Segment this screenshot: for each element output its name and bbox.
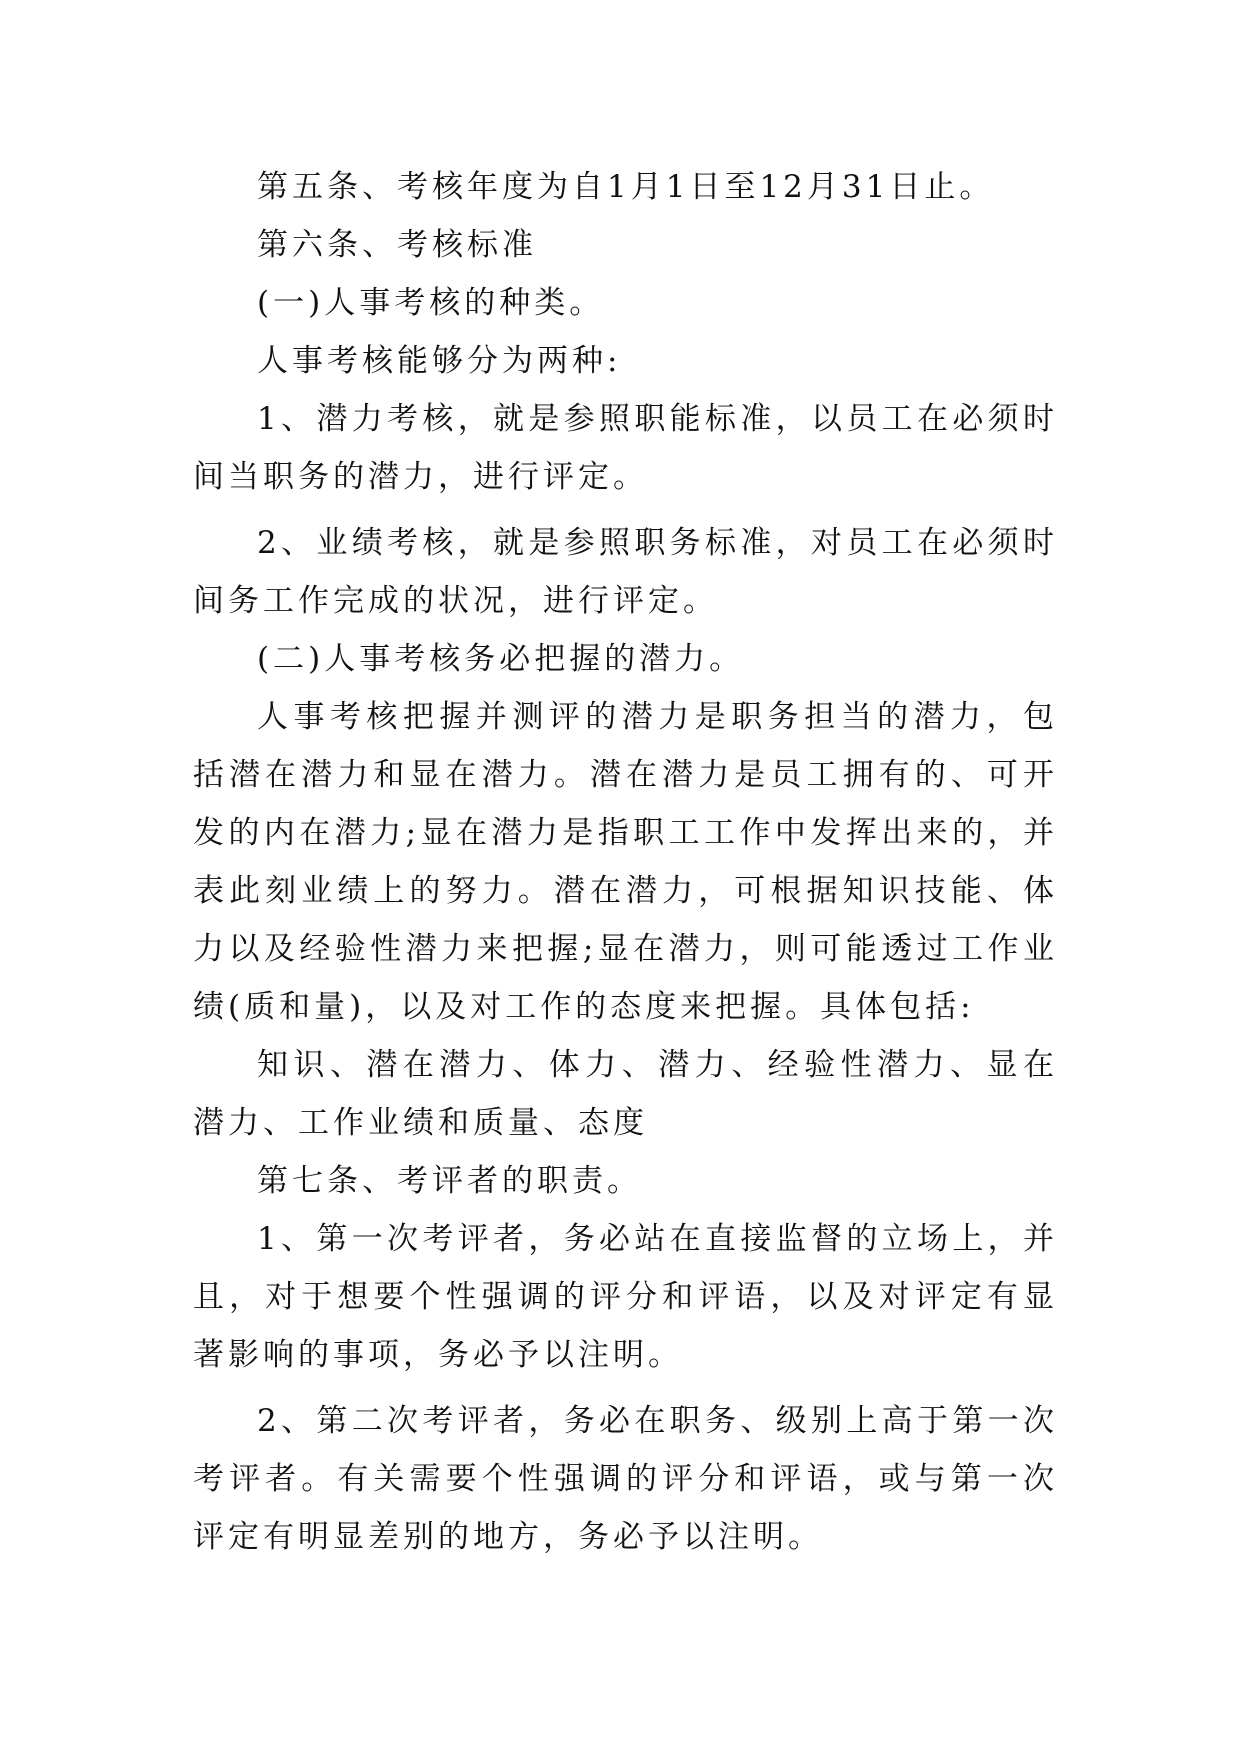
paragraph-potential-assessment: 1、潜力考核，就是参照职能标准，以员工在必须时间当职务的潜力，进行评定。 xyxy=(193,401,1058,495)
paragraph-first-evaluator: 1、第一次考评者，务必站在直接监督的立场上，并且，对于想要个性强调的评分和评语，以及对评定有显著影响的事项，务必予以注明。 xyxy=(193,1221,1058,1373)
paragraph-assessment-items: 知识、潜在潜力、体力、潜力、经验性潜力、显在潜力、工作业绩和质量、态度 xyxy=(193,1047,1058,1141)
paragraph-section-1-title: (一)人事考核的种类。 xyxy=(257,285,605,321)
document-body xyxy=(193,158,1058,1566)
paragraph-two-kinds: 人事考核能够分为两种: xyxy=(257,343,622,379)
paragraph-section-2-title: (二)人事考核务必把握的潜力。 xyxy=(257,641,745,677)
paragraph-article-5: 第五条、考核年度为自1月1日至12月31日止。 xyxy=(257,169,995,205)
paragraph-second-evaluator: 2、第二次考评者，务必在职务、级别上高于第一次考评者。有关需要个性强调的评分和评语，或与第一次评定有明显差别的地方，务必予以注明。 xyxy=(193,1403,1058,1555)
paragraph-article-7-title: 第七条、考评者的职责。 xyxy=(257,1163,642,1199)
paragraph-potential-details: 人事考核把握并测评的潜力是职务担当的潜力，包括潜在潜力和显在潜力。潜在潜力是员工拥有的、可开发的内在潜力;显在潜力是指职工工作中发挥出来的，并表此刻业绩上的努力。潜在潜力，可根据知识技能、体力以及经验性潜力来把握;显在潜力，则可能透过工作业绩(质和量)，以及对工作的态度来把握。具体包括: xyxy=(193,699,1058,1025)
paragraph-article-6-title: 第六条、考核标准 xyxy=(257,227,537,263)
paragraph-performance-assessment: 2、业绩考核，就是参照职务标准，对员工在必须时间务工作完成的状况，进行评定。 xyxy=(193,525,1058,619)
